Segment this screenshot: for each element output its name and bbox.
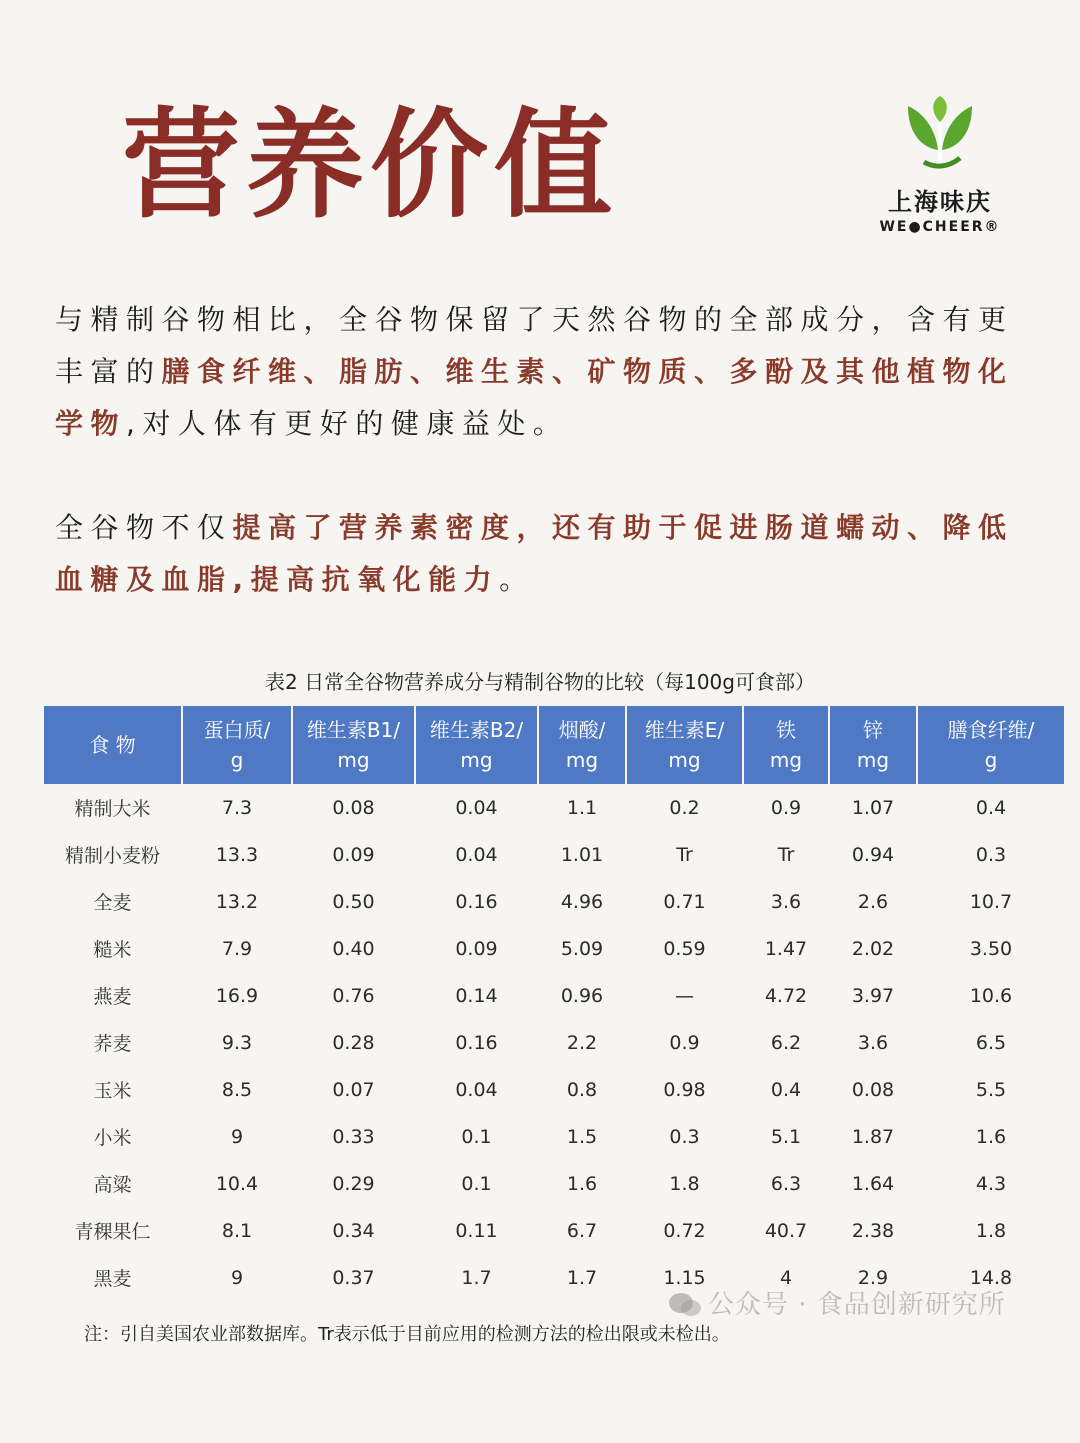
- value-cell: 16.9: [215, 984, 259, 1007]
- value-cell: 3.97: [851, 984, 895, 1007]
- value-cell: 0.94: [851, 843, 895, 866]
- column-header-label: 维生素B1/: [306, 718, 401, 742]
- value-cell: 1.01: [560, 843, 604, 866]
- column-header-label: 维生素E/: [644, 718, 725, 742]
- value-cell: 9: [230, 1266, 244, 1289]
- value-cell: 0.4: [975, 796, 1007, 819]
- column-header-unit: g: [984, 748, 998, 772]
- value-cell: 0.29: [332, 1172, 375, 1195]
- column-header-unit: mg: [460, 748, 493, 772]
- benefit-highlight: 提高了营养素密度，还有助于促进肠道蠕动、降低血糖及血脂,提高抗氧化能力: [55, 511, 1014, 596]
- value-cell: 7.9: [221, 937, 253, 960]
- value-cell: 1.8: [975, 1219, 1007, 1242]
- column-header-label: 膳食纤维/: [947, 718, 1035, 742]
- value-cell: 0.98: [663, 1078, 706, 1101]
- value-cell: 0.07: [332, 1078, 375, 1101]
- benefit-paragraph: [55, 502, 1015, 606]
- value-cell: Tr: [777, 843, 795, 866]
- value-cell: 0.04: [455, 843, 498, 866]
- column-header: [539, 706, 625, 784]
- value-cell: 13.2: [215, 890, 259, 913]
- value-cell: 10.7: [969, 890, 1013, 913]
- value-cell: 0.16: [455, 890, 498, 913]
- value-cell: Tr: [676, 843, 693, 866]
- table-row: [44, 831, 1064, 878]
- benefit-text-end: 。: [499, 563, 535, 596]
- value-cell: 0.08: [851, 1078, 895, 1101]
- food-name-cell: 燕麦: [93, 986, 132, 1008]
- food-name-cell: 精制小麦粉: [64, 845, 160, 867]
- intro-highlight: 膳食纤维、脂肪、维生素、矿物质、多酚及其他植物化学物: [55, 355, 1014, 440]
- column-header-unit: mg: [565, 748, 599, 772]
- table-header-row: [44, 706, 1064, 784]
- value-cell: 2.02: [851, 937, 895, 960]
- value-cell: 0.34: [332, 1219, 375, 1242]
- value-cell: 1.5: [566, 1125, 598, 1148]
- value-cell: 0.37: [332, 1266, 375, 1289]
- column-header-unit: mg: [337, 748, 370, 772]
- column-header-unit: mg: [856, 748, 890, 772]
- value-cell: 0.16: [455, 1031, 498, 1054]
- table-row: [44, 1113, 1064, 1160]
- table-row: [44, 878, 1064, 925]
- food-name-cell: 高粱: [93, 1174, 132, 1196]
- column-header-label: 食 物: [89, 733, 136, 757]
- table-row: [44, 972, 1064, 1019]
- value-cell: 0.14: [455, 984, 498, 1007]
- value-cell: 3.50: [969, 937, 1013, 960]
- column-header-label: 烟酸/: [558, 718, 606, 742]
- value-cell: 0.9: [669, 1031, 700, 1054]
- value-cell: 5.5: [975, 1078, 1007, 1101]
- intro-text-end: ,对人体有更好的健康益处。: [126, 407, 569, 440]
- table-row: [44, 1019, 1064, 1066]
- value-cell: 0.50: [332, 890, 375, 913]
- table-row: [44, 1207, 1064, 1254]
- value-cell: 0.09: [332, 843, 375, 866]
- value-cell: 10.4: [215, 1172, 259, 1195]
- value-cell: 0.1: [461, 1172, 492, 1195]
- table-row: [44, 925, 1064, 972]
- column-header: [627, 706, 742, 784]
- value-cell: 13.3: [215, 843, 259, 866]
- value-cell: 0.59: [663, 937, 706, 960]
- value-cell: 0.11: [455, 1219, 498, 1242]
- value-cell: 1.87: [851, 1125, 895, 1148]
- table-note: 注：引自美国农业部数据库。Tr表示低于目前应用的检测方法的检出限或未检出。: [84, 1324, 730, 1345]
- value-cell: 0.72: [663, 1219, 706, 1242]
- value-cell: 1.6: [566, 1172, 598, 1195]
- value-cell: 1.1: [566, 796, 598, 819]
- table-row: [44, 784, 1064, 831]
- value-cell: 0.28: [332, 1031, 375, 1054]
- value-cell: 0.09: [455, 937, 498, 960]
- value-cell: 0.2: [669, 796, 700, 819]
- value-cell: 10.6: [969, 984, 1013, 1007]
- value-cell: 4.96: [560, 890, 604, 913]
- value-cell: 1.8: [669, 1172, 700, 1195]
- value-cell: 3.6: [770, 890, 802, 913]
- food-name-cell: 小米: [93, 1127, 132, 1149]
- value-cell: 3.6: [857, 1031, 889, 1054]
- column-header-label: 蛋白质/: [203, 718, 271, 742]
- food-name-cell: 糙米: [93, 939, 132, 961]
- column-header: [830, 706, 916, 784]
- column-header: [293, 706, 414, 784]
- column-header: [183, 706, 291, 784]
- column-header-label: 锌: [863, 718, 883, 742]
- brand-logo: [870, 92, 1010, 235]
- intro-text: 与精制谷物相比，全谷物保留了天然谷物的全部成分，含有更丰富的: [55, 303, 1014, 388]
- value-cell: 0.33: [332, 1125, 375, 1148]
- page-title: 营养价值: [122, 96, 619, 234]
- table-row: [44, 1160, 1064, 1207]
- column-header: [44, 706, 181, 784]
- value-cell: 9: [230, 1125, 244, 1148]
- food-name-cell: 玉米: [93, 1080, 132, 1102]
- value-cell: 7.3: [221, 796, 253, 819]
- value-cell: 6.2: [770, 1031, 802, 1054]
- value-cell: 0.8: [566, 1078, 598, 1101]
- value-cell: 0.3: [669, 1125, 700, 1148]
- value-cell: 0.3: [975, 843, 1007, 866]
- value-cell: 8.5: [221, 1078, 253, 1101]
- leaf-logo-icon: [902, 92, 978, 176]
- value-cell: 4.3: [975, 1172, 1007, 1195]
- column-header: [918, 706, 1064, 784]
- benefit-text: 全谷物不仅: [55, 511, 233, 544]
- value-cell: 4: [779, 1266, 793, 1289]
- value-cell: 0.4: [770, 1078, 802, 1101]
- nutrition-table: [42, 706, 1066, 1301]
- value-cell: 2.6: [857, 890, 889, 913]
- food-name-cell: 精制大米: [74, 798, 151, 820]
- value-cell: 0.40: [332, 937, 375, 960]
- table-row: [44, 1066, 1064, 1113]
- value-cell: 1.6: [975, 1125, 1007, 1148]
- value-cell: 2.9: [857, 1266, 889, 1289]
- column-header-unit: mg: [668, 748, 701, 772]
- column-header-label: 铁: [776, 718, 796, 742]
- value-cell: 1.64: [851, 1172, 895, 1195]
- value-cell: 4.72: [764, 984, 808, 1007]
- column-header: [416, 706, 537, 784]
- value-cell: 5.1: [770, 1125, 802, 1148]
- table-caption: 表2 日常全谷物营养成分与精制谷物的比较（每100g可食部）: [265, 670, 815, 694]
- food-name-cell: 黑麦: [93, 1268, 132, 1290]
- column-header-label: 维生素B2/: [429, 718, 524, 742]
- value-cell: 2.38: [851, 1219, 895, 1242]
- value-cell: 6.7: [566, 1219, 598, 1242]
- value-cell: 1.7: [566, 1266, 598, 1289]
- value-cell: 6.5: [975, 1031, 1007, 1054]
- value-cell: 0.08: [332, 796, 375, 819]
- value-cell: 1.47: [764, 937, 808, 960]
- logo-english-name: WE●CHEER®: [879, 219, 1001, 235]
- value-cell: 0.04: [455, 1078, 498, 1101]
- value-cell: 8.1: [221, 1219, 253, 1242]
- value-cell: 9.3: [221, 1031, 253, 1054]
- value-cell: 0.71: [663, 890, 706, 913]
- column-header-unit: g: [230, 748, 244, 772]
- value-cell: 1.15: [663, 1266, 706, 1289]
- column-header-unit: mg: [769, 748, 803, 772]
- value-cell: 0.04: [455, 796, 498, 819]
- value-cell: 1.7: [461, 1266, 492, 1289]
- value-cell: 5.09: [560, 937, 604, 960]
- food-name-cell: 青稞果仁: [74, 1221, 151, 1243]
- food-name-cell: 全麦: [93, 892, 132, 914]
- watermark-text: 公众号 · 食品创新研究所: [708, 1290, 1006, 1320]
- value-cell: —: [675, 984, 694, 1007]
- column-header: [744, 706, 828, 784]
- value-cell: 40.7: [764, 1219, 808, 1242]
- logo-chinese-name: 上海味庆: [888, 188, 992, 216]
- value-cell: 6.3: [770, 1172, 802, 1195]
- value-cell: 0.76: [332, 984, 375, 1007]
- value-cell: 1.07: [851, 796, 895, 819]
- value-cell: 14.8: [969, 1266, 1013, 1289]
- value-cell: 0.96: [560, 984, 604, 1007]
- value-cell: 2.2: [566, 1031, 598, 1054]
- value-cell: 0.1: [461, 1125, 492, 1148]
- food-name-cell: 荞麦: [93, 1033, 132, 1055]
- value-cell: 0.9: [770, 796, 802, 819]
- intro-paragraph: [55, 294, 1015, 450]
